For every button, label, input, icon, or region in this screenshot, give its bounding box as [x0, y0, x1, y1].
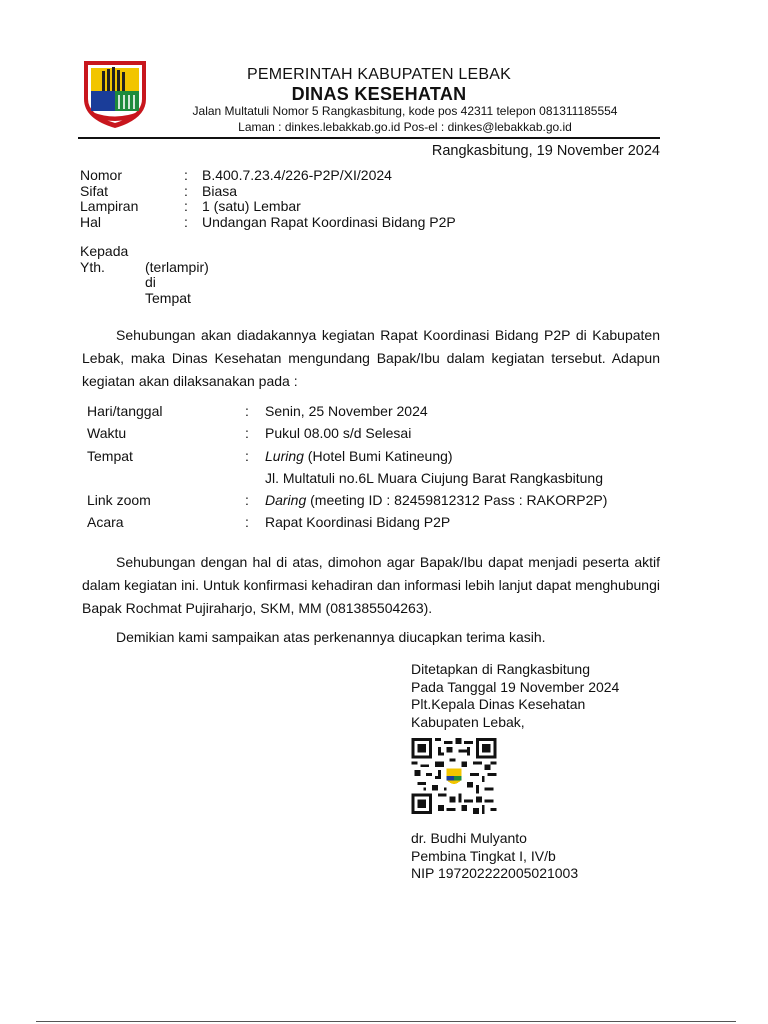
signature-place: Ditetapkan di Rangkasbitung: [411, 661, 591, 677]
detail-label: Tempat: [87, 448, 133, 464]
detail-mode: Daring: [265, 492, 307, 508]
detail-row-time: [87, 425, 667, 448]
signature-region: Kabupaten Lebak,: [411, 713, 525, 730]
meta-colon: :: [184, 198, 188, 214]
meta-value: Biasa: [202, 182, 238, 199]
qr-code-signature: [411, 738, 497, 814]
addressee-block: [80, 243, 209, 306]
meta-colon: :: [184, 167, 188, 183]
district-logo: [78, 57, 152, 131]
body-paragraph-1: Sehubungan akan diadakannya kegiatan Rapat Koordinasi Bidang P2P di Kabupaten Lebak, maka Dinas Kesehatan mengundang Bapak/Ibu dalam kegiatan tersebut. Adapun kegiatan akan dilaksanakan pada :: [82, 327, 660, 389]
meta-value: 1 (satu) Lembar: [202, 198, 301, 214]
detail-colon: :: [245, 403, 249, 419]
government-name: PEMERINTAH KABUPATEN LEBAK: [247, 66, 511, 83]
closing-paragraph: Demikian kami sampaikan atas perkenannya diucapkan terima kasih.: [116, 629, 546, 645]
detail-row-zoom: [87, 492, 667, 514]
meta-colon: :: [184, 182, 188, 199]
detail-value: Senin, 25 November 2024: [265, 403, 428, 419]
detail-colon: :: [245, 425, 249, 441]
signature-header: [411, 661, 619, 731]
meta-label: Lampiran: [80, 198, 139, 214]
detail-label: Hari/tanggal: [87, 403, 163, 419]
signature-date: Pada Tanggal 19 November 2024: [411, 678, 620, 695]
detail-meeting: (meeting ID : 82459812312 Pass : RAKORP2P): [306, 492, 608, 508]
signatory: [411, 830, 578, 883]
detail-value: Rapat Koordinasi Bidang P2P: [265, 514, 451, 530]
signature-title: Plt.Kepala Dinas Kesehatan: [411, 696, 586, 712]
addressee-kepada: Kepada: [80, 243, 129, 259]
addressee-di: di: [145, 274, 156, 290]
detail-colon: :: [245, 514, 249, 530]
meta-value: B.400.7.23.4/226-P2P/XI/2024: [202, 167, 392, 183]
letterhead-address: [170, 103, 640, 135]
addressee-place: Tempat: [145, 289, 191, 306]
addressee-yth: Yth.: [80, 258, 105, 275]
detail-row-date: [87, 403, 667, 425]
detail-row-agenda: [87, 514, 667, 536]
page-bottom-rule: [36, 1021, 736, 1022]
meta-label: Hal: [80, 213, 102, 230]
meta-label: Sifat: [80, 182, 109, 199]
detail-label: Waktu: [87, 425, 127, 441]
contact-line: Laman : dinkes.lebakkab.go.id Pos-el : dinkes@lebakkab.go.id: [238, 120, 572, 134]
event-details: [87, 403, 667, 536]
detail-address: Jl. Multatuli no.6L Muara Ciujung Barat Rangkasbitung: [265, 470, 604, 486]
detail-row-place-address: [87, 470, 667, 492]
addressee-row: [80, 258, 209, 276]
detail-colon: :: [245, 492, 249, 508]
letter-date: Rangkasbitung, 19 November 2024: [431, 143, 660, 159]
signatory-rank: Pembina Tingkat I, IV/b: [411, 847, 556, 864]
meta-label: Nomor: [80, 167, 123, 183]
agency-name: DINAS KESEHATAN: [291, 84, 467, 104]
addressee-recipient: (terlampir): [145, 258, 209, 275]
address-line: Jalan Multatuli Nomor 5 Rangkasbitung, kode pos 42311 telepon 081311185554: [192, 104, 618, 118]
meta-value: Undangan Rapat Koordinasi Bidang P2P: [202, 213, 456, 230]
signatory-nip: NIP 197202222005021003: [411, 865, 579, 881]
detail-colon: :: [245, 448, 249, 464]
signatory-name: dr. Budhi Mulyanto: [411, 830, 527, 846]
meta-colon: :: [184, 213, 188, 230]
detail-mode: Luring: [265, 448, 304, 464]
detail-label: Link zoom: [87, 492, 151, 508]
detail-value: [265, 492, 607, 508]
letterhead-rule: [78, 137, 660, 139]
detail-value: Pukul 08.00 s/d Selesai: [265, 425, 412, 441]
detail-label: Acara: [87, 514, 124, 530]
detail-value: [265, 448, 453, 464]
detail-venue: (Hotel Bumi Katineung): [303, 448, 453, 464]
detail-row-place: [87, 448, 667, 470]
body-paragraph-2: Sehubungan dengan hal di atas, dimohon agar Bapak/Ibu dapat menjadi peserta aktif dalam kegiatan ini. Untuk konfirmasi kehadiran dan informasi lebih lanjut dapat menghubungi Bapak Rochmat Pujiraharjo, SKM, MM (081385504263).: [82, 554, 660, 616]
